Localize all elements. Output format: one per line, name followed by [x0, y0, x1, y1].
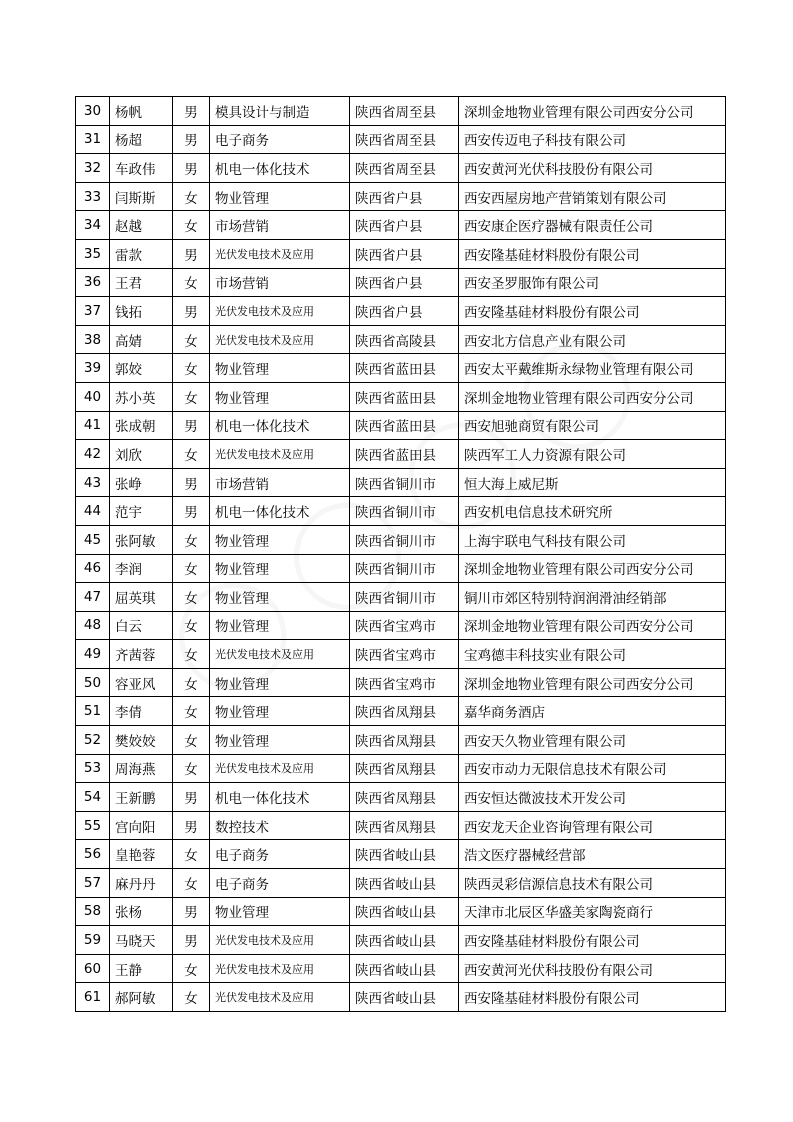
cell-major: 物业管理 — [210, 525, 350, 554]
cell-name: 白云 — [110, 611, 173, 640]
table-row — [76, 411, 726, 440]
table-row — [76, 239, 726, 268]
cell-name: 容亚风 — [110, 668, 173, 697]
cell-major: 物业管理 — [210, 726, 350, 755]
cell-gender: 女 — [173, 697, 210, 726]
cell-number: 54 — [76, 783, 110, 812]
cell-gender: 女 — [173, 954, 210, 983]
cell-origin: 陕西省岐山县 — [350, 897, 459, 926]
cell-company: 西安天久物业管理有限公司 — [459, 726, 726, 755]
cell-major: 物业管理 — [210, 697, 350, 726]
cell-gender: 女 — [173, 611, 210, 640]
cell-name: 王君 — [110, 268, 173, 297]
cell-company: 西安传迈电子科技有限公司 — [459, 125, 726, 154]
table-row — [76, 611, 726, 640]
table-row — [76, 640, 726, 669]
cell-major: 光伏发电技术及应用 — [210, 954, 350, 983]
cell-gender: 女 — [173, 268, 210, 297]
cell-name: 李倩 — [110, 697, 173, 726]
cell-origin: 陕西省凤翔县 — [350, 783, 459, 812]
cell-company: 西安机电信息技术研究所 — [459, 497, 726, 526]
cell-company: 西安北方信息产业有限公司 — [459, 325, 726, 354]
table-row — [76, 954, 726, 983]
cell-gender: 男 — [173, 125, 210, 154]
cell-major: 机电一体化技术 — [210, 411, 350, 440]
cell-major: 光伏发电技术及应用 — [210, 983, 350, 1012]
cell-origin: 陕西省凤翔县 — [350, 754, 459, 783]
table-row — [76, 840, 726, 869]
cell-company: 深圳金地物业管理有限公司西安分公司 — [459, 554, 726, 583]
cell-name: 屈英琪 — [110, 583, 173, 612]
cell-number: 55 — [76, 811, 110, 840]
table-row — [76, 297, 726, 326]
cell-gender: 男 — [173, 468, 210, 497]
cell-origin: 陕西省岐山县 — [350, 954, 459, 983]
cell-major: 机电一体化技术 — [210, 497, 350, 526]
cell-major: 物业管理 — [210, 554, 350, 583]
cell-company: 西安黄河光伏科技股份有限公司 — [459, 154, 726, 183]
cell-gender: 女 — [173, 354, 210, 383]
cell-gender: 女 — [173, 382, 210, 411]
cell-gender: 男 — [173, 497, 210, 526]
table-row — [76, 811, 726, 840]
cell-number: 38 — [76, 325, 110, 354]
cell-gender: 女 — [173, 325, 210, 354]
cell-gender: 女 — [173, 640, 210, 669]
cell-number: 48 — [76, 611, 110, 640]
cell-name: 高婧 — [110, 325, 173, 354]
cell-gender: 男 — [173, 926, 210, 955]
cell-gender: 男 — [173, 411, 210, 440]
cell-number: 60 — [76, 954, 110, 983]
cell-company: 西安隆基硅材料股份有限公司 — [459, 983, 726, 1012]
cell-major: 光伏发电技术及应用 — [210, 325, 350, 354]
cell-name: 郝阿敏 — [110, 983, 173, 1012]
graduate-employment-table — [75, 96, 725, 1012]
cell-gender: 女 — [173, 525, 210, 554]
cell-origin: 陕西省凤翔县 — [350, 811, 459, 840]
table-row — [76, 325, 726, 354]
cell-number: 61 — [76, 983, 110, 1012]
cell-number: 32 — [76, 154, 110, 183]
cell-origin: 陕西省周至县 — [350, 125, 459, 154]
table-row — [76, 440, 726, 469]
table-row — [76, 926, 726, 955]
table-row — [76, 125, 726, 154]
cell-major: 电子商务 — [210, 125, 350, 154]
cell-number: 40 — [76, 382, 110, 411]
cell-number: 41 — [76, 411, 110, 440]
cell-gender: 女 — [173, 668, 210, 697]
cell-name: 闫斯斯 — [110, 182, 173, 211]
table-row — [76, 583, 726, 612]
cell-number: 59 — [76, 926, 110, 955]
cell-company: 上海宇联电气科技有限公司 — [459, 525, 726, 554]
cell-gender: 女 — [173, 840, 210, 869]
cell-number: 36 — [76, 268, 110, 297]
cell-major: 数控技术 — [210, 811, 350, 840]
cell-number: 53 — [76, 754, 110, 783]
cell-company: 西安隆基硅材料股份有限公司 — [459, 239, 726, 268]
cell-name: 杨超 — [110, 125, 173, 154]
cell-gender: 男 — [173, 811, 210, 840]
cell-major: 物业管理 — [210, 382, 350, 411]
cell-origin: 陕西省铜川市 — [350, 497, 459, 526]
table-row — [76, 211, 726, 240]
cell-gender: 女 — [173, 726, 210, 755]
cell-number: 58 — [76, 897, 110, 926]
cell-company: 西安隆基硅材料股份有限公司 — [459, 297, 726, 326]
cell-company: 西安西屋房地产营销策划有限公司 — [459, 182, 726, 211]
cell-name: 刘欣 — [110, 440, 173, 469]
cell-major: 光伏发电技术及应用 — [210, 640, 350, 669]
cell-company: 铜川市郊区特别特润润滑油经销部 — [459, 583, 726, 612]
cell-major: 光伏发电技术及应用 — [210, 239, 350, 268]
table-row — [76, 497, 726, 526]
cell-company: 西安太平戴维斯永绿物业管理有限公司 — [459, 354, 726, 383]
table-row — [76, 983, 726, 1012]
table-row — [76, 869, 726, 898]
cell-origin: 陕西省铜川市 — [350, 583, 459, 612]
cell-major: 物业管理 — [210, 611, 350, 640]
cell-number: 45 — [76, 525, 110, 554]
cell-origin: 陕西省岐山县 — [350, 840, 459, 869]
cell-name: 皇艳蓉 — [110, 840, 173, 869]
cell-name: 张杨 — [110, 897, 173, 926]
cell-name: 马晓天 — [110, 926, 173, 955]
cell-number: 43 — [76, 468, 110, 497]
cell-major: 光伏发电技术及应用 — [210, 754, 350, 783]
cell-number: 34 — [76, 211, 110, 240]
table-row — [76, 726, 726, 755]
cell-major: 机电一体化技术 — [210, 154, 350, 183]
cell-name: 张阿敏 — [110, 525, 173, 554]
cell-origin: 陕西省铜川市 — [350, 468, 459, 497]
cell-number: 46 — [76, 554, 110, 583]
cell-origin: 陕西省户县 — [350, 239, 459, 268]
cell-number: 52 — [76, 726, 110, 755]
cell-number: 31 — [76, 125, 110, 154]
cell-company: 陕西灵彩信源信息技术有限公司 — [459, 869, 726, 898]
cell-gender: 女 — [173, 983, 210, 1012]
cell-company: 宝鸡德丰科技实业有限公司 — [459, 640, 726, 669]
cell-number: 44 — [76, 497, 110, 526]
cell-name: 王静 — [110, 954, 173, 983]
cell-major: 物业管理 — [210, 182, 350, 211]
cell-number: 42 — [76, 440, 110, 469]
cell-company: 深圳金地物业管理有限公司西安分公司 — [459, 382, 726, 411]
table-row — [76, 154, 726, 183]
cell-origin: 陕西省户县 — [350, 211, 459, 240]
cell-origin: 陕西省宝鸡市 — [350, 611, 459, 640]
cell-name: 张峥 — [110, 468, 173, 497]
cell-number: 37 — [76, 297, 110, 326]
cell-name: 麻丹丹 — [110, 869, 173, 898]
cell-gender: 男 — [173, 783, 210, 812]
table-row — [76, 182, 726, 211]
cell-company: 浩文医疗器械经营部 — [459, 840, 726, 869]
cell-number: 57 — [76, 869, 110, 898]
cell-gender: 女 — [173, 211, 210, 240]
cell-origin: 陕西省岐山县 — [350, 869, 459, 898]
cell-name: 樊姣姣 — [110, 726, 173, 755]
cell-name: 王新鹏 — [110, 783, 173, 812]
cell-company: 西安恒达微波技术开发公司 — [459, 783, 726, 812]
cell-name: 齐茜蓉 — [110, 640, 173, 669]
cell-company: 深圳金地物业管理有限公司西安分公司 — [459, 97, 726, 126]
cell-major: 光伏发电技术及应用 — [210, 440, 350, 469]
cell-name: 钱拓 — [110, 297, 173, 326]
cell-name: 范宇 — [110, 497, 173, 526]
cell-gender: 男 — [173, 97, 210, 126]
table-row — [76, 468, 726, 497]
cell-number: 30 — [76, 97, 110, 126]
table-row — [76, 554, 726, 583]
cell-company: 天津市北辰区华盛美家陶瓷商行 — [459, 897, 726, 926]
cell-major: 市场营销 — [210, 268, 350, 297]
cell-origin: 陕西省宝鸡市 — [350, 640, 459, 669]
cell-origin: 陕西省蓝田县 — [350, 411, 459, 440]
cell-origin: 陕西省宝鸡市 — [350, 668, 459, 697]
cell-origin: 陕西省户县 — [350, 182, 459, 211]
cell-major: 市场营销 — [210, 468, 350, 497]
cell-number: 35 — [76, 239, 110, 268]
cell-number: 49 — [76, 640, 110, 669]
cell-gender: 女 — [173, 869, 210, 898]
cell-gender: 男 — [173, 154, 210, 183]
table-row — [76, 897, 726, 926]
cell-gender: 男 — [173, 239, 210, 268]
cell-origin: 陕西省周至县 — [350, 154, 459, 183]
cell-company: 深圳金地物业管理有限公司西安分公司 — [459, 611, 726, 640]
cell-name: 周海燕 — [110, 754, 173, 783]
cell-origin: 陕西省户县 — [350, 268, 459, 297]
cell-company: 陕西军工人力资源有限公司 — [459, 440, 726, 469]
cell-origin: 陕西省高陵县 — [350, 325, 459, 354]
table-row — [76, 525, 726, 554]
table-row — [76, 268, 726, 297]
cell-gender: 女 — [173, 554, 210, 583]
cell-gender: 女 — [173, 182, 210, 211]
cell-major: 电子商务 — [210, 869, 350, 898]
cell-major: 模具设计与制造 — [210, 97, 350, 126]
cell-number: 50 — [76, 668, 110, 697]
table-body — [76, 97, 726, 1012]
cell-origin: 陕西省凤翔县 — [350, 726, 459, 755]
cell-major: 机电一体化技术 — [210, 783, 350, 812]
cell-name: 苏小英 — [110, 382, 173, 411]
cell-company: 西安龙天企业咨询管理有限公司 — [459, 811, 726, 840]
cell-origin: 陕西省铜川市 — [350, 525, 459, 554]
cell-major: 物业管理 — [210, 354, 350, 383]
cell-origin: 陕西省蓝田县 — [350, 382, 459, 411]
cell-origin: 陕西省蓝田县 — [350, 354, 459, 383]
cell-name: 李润 — [110, 554, 173, 583]
cell-company: 深圳金地物业管理有限公司西安分公司 — [459, 668, 726, 697]
table-row — [76, 754, 726, 783]
table-row — [76, 97, 726, 126]
table-row — [76, 697, 726, 726]
cell-company: 西安黄河光伏科技股份有限公司 — [459, 954, 726, 983]
data-table — [75, 96, 726, 1012]
cell-origin: 陕西省铜川市 — [350, 554, 459, 583]
table-row — [76, 354, 726, 383]
cell-major: 物业管理 — [210, 668, 350, 697]
cell-number: 47 — [76, 583, 110, 612]
cell-company: 西安市动力无限信息技术有限公司 — [459, 754, 726, 783]
cell-company: 西安旭驰商贸有限公司 — [459, 411, 726, 440]
cell-origin: 陕西省岐山县 — [350, 983, 459, 1012]
cell-number: 33 — [76, 182, 110, 211]
cell-major: 物业管理 — [210, 897, 350, 926]
cell-company: 西安隆基硅材料股份有限公司 — [459, 926, 726, 955]
cell-gender: 女 — [173, 440, 210, 469]
cell-origin: 陕西省户县 — [350, 297, 459, 326]
cell-gender: 男 — [173, 297, 210, 326]
cell-major: 物业管理 — [210, 583, 350, 612]
cell-gender: 男 — [173, 897, 210, 926]
cell-number: 56 — [76, 840, 110, 869]
cell-major: 光伏发电技术及应用 — [210, 297, 350, 326]
cell-gender: 女 — [173, 583, 210, 612]
cell-origin: 陕西省周至县 — [350, 97, 459, 126]
cell-major: 市场营销 — [210, 211, 350, 240]
cell-name: 宫向阳 — [110, 811, 173, 840]
cell-major: 电子商务 — [210, 840, 350, 869]
table-row — [76, 668, 726, 697]
cell-name: 杨帆 — [110, 97, 173, 126]
cell-origin: 陕西省岐山县 — [350, 926, 459, 955]
cell-origin: 陕西省蓝田县 — [350, 440, 459, 469]
cell-company: 恒大海上威尼斯 — [459, 468, 726, 497]
cell-number: 51 — [76, 697, 110, 726]
cell-company: 嘉华商务酒店 — [459, 697, 726, 726]
cell-name: 车政伟 — [110, 154, 173, 183]
cell-major: 光伏发电技术及应用 — [210, 926, 350, 955]
cell-name: 郭姣 — [110, 354, 173, 383]
table-row — [76, 783, 726, 812]
cell-gender: 女 — [173, 754, 210, 783]
cell-origin: 陕西省凤翔县 — [350, 697, 459, 726]
cell-company: 西安康企医疗器械有限责任公司 — [459, 211, 726, 240]
cell-number: 39 — [76, 354, 110, 383]
cell-name: 雷款 — [110, 239, 173, 268]
table-row — [76, 382, 726, 411]
cell-company: 西安圣罗服饰有限公司 — [459, 268, 726, 297]
cell-name: 赵越 — [110, 211, 173, 240]
cell-name: 张成朝 — [110, 411, 173, 440]
